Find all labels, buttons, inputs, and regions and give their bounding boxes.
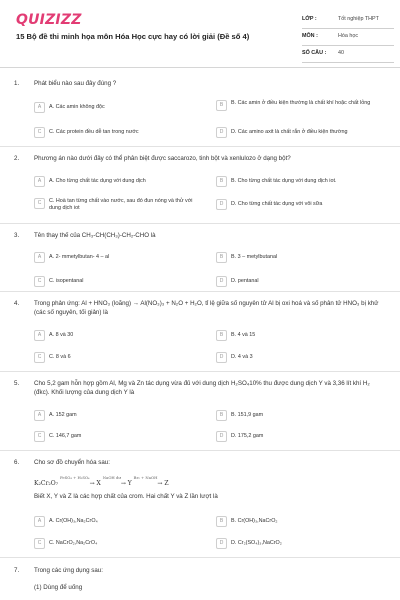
option-text: C. 8 và 6 [49,354,71,360]
worksheet-header [0,0,400,66]
option-letter-badge: B [216,252,227,263]
question-number: 1. [14,80,20,87]
question-number: 7. [14,567,20,574]
option-text: C. Hoà tan từng chất vào nước, sau đó đun nóng và thử với dung dịch iot [49,198,193,212]
question-number: 2. [14,155,20,162]
option-text: A. Cr(OH)₃,Na₂CrO₄ [49,518,98,524]
option-letter-badge: D [216,352,227,363]
option-letter-badge: A [34,176,45,187]
meta-row-subject [302,31,394,46]
question-separator [0,450,400,451]
meta-value: Hóa học [338,33,359,39]
option-text: D. 175,2 gam [231,433,264,439]
option-text: B. 4 và 15 [231,332,256,338]
question-text: Tên thay thế của CH₃-CH(CH₃)-CH₂-CHO là [34,232,156,239]
scheme-y: Y [127,480,132,487]
worksheet-title: 15 Bộ đề thi minh họa môn Hóa Học cực hay có lời giải (Đề số 4) [16,32,250,41]
option-letter-badge: C [34,431,45,442]
option-letter-badge: D [216,431,227,442]
question-number: 6. [14,459,20,466]
question-number: 4. [14,300,20,307]
option-text: D. Cho từng chất tác dụng với vôi sữa [231,201,323,207]
question-text: Trong phản ứng: Al + HNO₃ (loãng) → Al(NO₃)₃ + N₂O + H₂O, tỉ lệ giữa số nguyên tử Al bị oxi hoá và số phân tử HNO₃ bị khử (các số nguyên, tối giản) là [34,300,379,316]
option-letter-badge: D [216,276,227,287]
option-letter-badge: C [34,198,45,209]
option-letter-badge: C [34,538,45,549]
option-letter-badge: B [216,330,227,341]
option-letter-badge: C [34,352,45,363]
option-text: B. Các amin ở điều kiện thường là chất khí hoặc chất lỏng [231,100,371,106]
option-letter-badge: A [34,252,45,263]
question-text-2: (1) Dùng để uống [34,584,83,591]
option-text: D. Cr₂(SO₄)₃,NaCrO₂ [231,540,282,546]
option-text: B. Cho từng chất tác dụng với dung dịch iot. [231,178,337,184]
meta-label: MÔN : [302,33,318,39]
question-text-2: Biết X, Y và Z là các hợp chất của crom. Hai chất Y và Z lần lượt là [34,493,218,500]
question-text: Phát biểu nào sau đây đúng ? [34,80,117,87]
quizizz-logo: QUIZIZZ [16,12,82,28]
question-text: Cho 5,2 gam hỗn hợp gồm Al, Mg và Zn tác dụng vừa đủ với dung dịch H₂SO₄10% thu được dung dịch Y và 3,36 lít khí H₂ (đkc). Khối lượng của dung dịch Y là [34,380,370,396]
question-number: 3. [14,232,20,239]
meta-label: LỚP : [302,16,317,22]
option-letter-badge: C [34,276,45,287]
meta-row-class [302,14,394,29]
meta-row-count [302,48,394,63]
option-text: A. Các amin không độc [49,104,105,110]
option-text: D. pentanal [231,278,259,284]
option-text: C. isopentanal [49,278,84,284]
option-text: B. Cr(OH)₃,NaCrO₂ [231,518,278,524]
question-separator [0,291,400,292]
worksheet-meta [302,14,394,65]
option-letter-badge: D [216,127,227,138]
option-letter-badge: B [216,410,227,421]
scheme-reagent-2: NaOH dư [102,475,121,480]
conversion-scheme [34,475,169,487]
meta-value: 40 [338,50,344,56]
option-text: A. 8 và 30 [49,332,74,338]
question-separator [0,223,400,224]
option-text: C. 146,7 gam [49,433,82,439]
option-letter-badge: A [34,102,45,113]
meta-value: Tốt nghiệp THPT [338,16,379,22]
scheme-start: K₂Cr₂O₇ [34,480,59,487]
question-separator [0,371,400,372]
option-text: A. Cho từng chất tác dụng với dung dịch [49,178,146,184]
meta-label: SỐ CÂU : [302,50,327,56]
header-divider [0,67,400,68]
option-letter-badge: B [216,516,227,527]
option-text: B. 3 – metylbutanal [231,254,278,260]
option-text: C. Các protein đều dễ tan trong nước [49,129,139,135]
option-letter-badge: C [34,127,45,138]
option-letter-badge: D [216,538,227,549]
question-number: 5. [14,380,20,387]
scheme-x: X [96,480,101,487]
option-letter-badge: B [216,176,227,187]
option-letter-badge: A [34,330,45,341]
scheme-z: Z [164,480,169,487]
question-text: Phương án nào dưới đây có thể phân biệt được saccarozo, tinh bột và xenlulozo ở dạng bột? [34,155,291,162]
scheme-reagent-3: Br₂ + NaOH [133,475,158,480]
scheme-arrow: → [89,480,95,487]
scheme-arrow: → [120,480,126,487]
option-letter-badge: D [216,199,227,210]
scheme-arrow: → [157,480,163,487]
option-text: A. 152 gam [49,412,77,418]
question-text: Trong các ứng dụng sau: [34,567,103,574]
option-text: C. NaCrO₂,Na₂CrO₄ [49,540,98,546]
question-separator [0,557,400,558]
option-letter-badge: A [34,410,45,421]
option-text: D. Các amino axit là chất rắn ở điều kiện thường [231,129,348,135]
question-separator [0,146,400,147]
option-text: A. 2- mmetylbutan- 4 – al [49,254,110,260]
option-letter-badge: B [216,100,227,111]
option-text: D. 4 và 3 [231,354,253,360]
option-letter-badge: A [34,516,45,527]
question-text: Cho sơ đồ chuyển hóa sau: [34,459,110,466]
option-text: B. 151,9 gam [231,412,264,418]
scheme-reagent-1: FeSO₄ + H₂SO₄ [60,475,90,480]
